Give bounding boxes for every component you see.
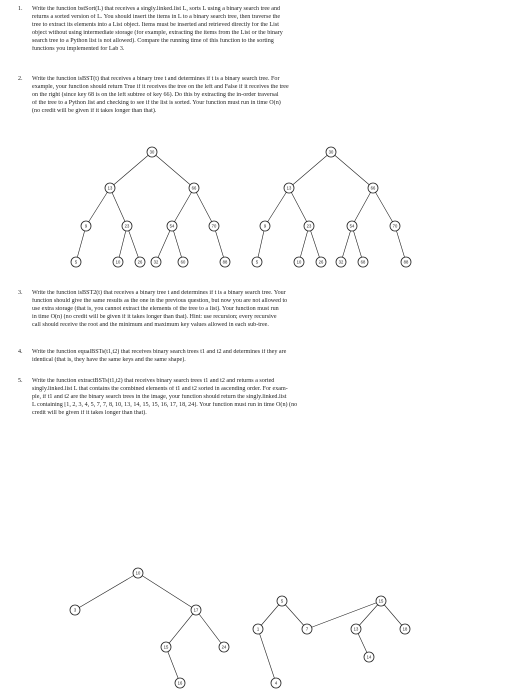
problem-text-line: call should receive the root and the minimum and maximum key values allowed in each sub-tree. <box>32 321 269 328</box>
tree-node <box>401 257 411 267</box>
node-key: 60 <box>180 259 186 265</box>
tree-node <box>219 642 229 652</box>
node-key: 9 <box>84 223 88 229</box>
node-key: 3 <box>73 607 77 613</box>
node-key: 26 <box>318 259 324 265</box>
node-key: 9 <box>263 223 267 229</box>
node-key: 70 <box>392 223 398 229</box>
tree-t2 <box>253 596 410 688</box>
tree-node <box>175 678 185 688</box>
tree-node <box>351 624 361 634</box>
tree-node <box>260 221 270 231</box>
node-key: 10 <box>296 259 302 265</box>
problem-text-line: Write the function bstSort(L) that receives a singly.linked.list L, sorts L using a binary search tree and <box>32 6 281 12</box>
problem-text-line: Write the function isBST(t) that receives a binary tree t and determines if t is a binary search tree. For <box>32 76 280 82</box>
tree-node <box>113 257 123 267</box>
node-key: 23 <box>124 223 130 229</box>
node-key: 26 <box>137 259 143 265</box>
node-key: 30 <box>328 149 334 155</box>
node-key: 15 <box>163 644 169 650</box>
problem-text-line: search tree to a Python list is not allowed). Compare the running time of this function to the sorting <box>32 37 274 44</box>
node-key: 10 <box>135 570 141 576</box>
node-key: 18 <box>402 626 408 632</box>
problem-number: 1. <box>18 6 23 12</box>
tree-node <box>390 221 400 231</box>
problem-text-line: (no credit will be given if it takes longer than that). <box>32 107 157 114</box>
tree-node <box>135 257 145 267</box>
tree-node <box>364 652 374 662</box>
node-key: 1 <box>256 626 260 632</box>
node-key: 15 <box>378 598 384 604</box>
problem-text-line: identical (that is, they have the same keys and the same shape). <box>32 356 186 363</box>
tree-node <box>294 257 304 267</box>
tree-node <box>133 568 143 578</box>
node-key: 5 <box>255 259 259 265</box>
tree-node <box>304 221 314 231</box>
tree-node <box>347 221 357 231</box>
tree-node <box>209 221 219 231</box>
problem-text-line: functions you implemented for Lab 3. <box>32 45 125 52</box>
node-key: 23 <box>306 223 312 229</box>
node-key: 4 <box>274 680 278 686</box>
problem-text-line: on the right (since key 68 is on the left subtree of key 66). Do this by extracting the in-order traversal <box>32 91 279 98</box>
node-key: 32 <box>338 259 344 265</box>
tree-node <box>151 257 161 267</box>
tree-node <box>284 183 294 193</box>
problem-text-line: L containing [1, 2, 3, 4, 5, 7, 7, 8, 10, 13, 14, 15, 15, 16, 17, 18, 24]. Your function must run in time O(n) (no <box>32 401 298 408</box>
node-key: 32 <box>153 259 159 265</box>
node-key: 88 <box>403 259 409 265</box>
tree-node <box>316 257 326 267</box>
node-key: 13 <box>107 185 113 191</box>
tree-node <box>277 596 287 606</box>
tree-right-not-bst <box>252 147 411 267</box>
tree-node <box>122 221 132 231</box>
tree-node <box>178 257 188 267</box>
node-key: 17 <box>193 607 199 613</box>
problem-text-line: function should give the same results as the one in the previous question, but now you are not allowed to <box>32 297 288 304</box>
node-key: 66 <box>191 185 197 191</box>
tree-node <box>147 147 157 157</box>
tree-node <box>400 624 410 634</box>
problem-text-line: in time O(n) (no credit will be given if it takes longer than that). Hint: use recursion; every recursive <box>32 313 277 320</box>
node-key: 13 <box>286 185 292 191</box>
tree-left-bst <box>71 147 230 267</box>
node-key: 13 <box>353 626 359 632</box>
node-key: 30 <box>149 149 155 155</box>
problem-text-line: use extra storage (that is, you cannot extract the elements of the tree to a list). Your function must run <box>32 305 279 312</box>
problem-text-line: credit will be given if it takes longer than that). <box>32 409 147 416</box>
tree-t1 <box>70 568 229 688</box>
node-key: 54 <box>349 223 355 229</box>
problem-text-line: Write the function extractBSTs(t1,t2) that receives binary search trees t1 and t2 and returns a sorted <box>32 378 275 384</box>
node-key: 10 <box>115 259 121 265</box>
node-key: 88 <box>222 259 228 265</box>
node-key: 5 <box>280 598 284 604</box>
tree-node <box>368 183 378 193</box>
node-key: 66 <box>370 185 376 191</box>
tree-node <box>302 624 312 634</box>
tree-node <box>191 605 201 615</box>
problem-number: 5. <box>18 378 23 384</box>
tree-node <box>326 147 336 157</box>
problem-text-line: singly.linked.list L that contains the combined elements of t1 and t2 sorted in ascending order. For exam- <box>32 385 288 392</box>
tree-node <box>358 257 368 267</box>
problem-text-line: object without using intermediate storage (for example, extracting the items from the List or the binary <box>32 29 283 36</box>
problem-text-line: ple, if t1 and t2 are the binary search trees in the image, your function should return the singly.linked.list <box>32 393 287 400</box>
problem-text-line: returns a sorted version of L. You should insert the items in L to a binary search tree, then traverse the <box>32 13 281 20</box>
tree-node <box>189 183 199 193</box>
tree-node <box>70 605 80 615</box>
tree-node <box>271 678 281 688</box>
problem-text-line: Write the function equalBSTs(t1,t2) that receives binary search trees t1 and t2 and determines if they are <box>32 349 287 355</box>
problem-text-line: example, your function should return True if it receives the tree on the left and False if it receives the tree <box>32 83 289 90</box>
tree-node <box>253 624 263 634</box>
tree-node <box>336 257 346 267</box>
node-key: 68 <box>360 259 366 265</box>
tree-node <box>105 183 115 193</box>
node-key: 5 <box>74 259 78 265</box>
problem-number: 3. <box>18 290 23 296</box>
tree-node <box>161 642 171 652</box>
node-key: 7 <box>305 626 309 632</box>
problem-text-line: of the tree to a Python list and checking to see if the list is sorted. Your function must run in time O(n) <box>32 99 281 106</box>
node-key: 24 <box>221 644 227 650</box>
tree-node <box>376 596 386 606</box>
tree-node <box>167 221 177 231</box>
node-key: 16 <box>177 680 183 686</box>
tree-node <box>220 257 230 267</box>
problem-number: 4. <box>18 349 23 355</box>
tree-node <box>81 221 91 231</box>
problem-number: 2. <box>18 76 23 82</box>
node-key: 54 <box>169 223 175 229</box>
node-key: 70 <box>211 223 217 229</box>
problem-text-line: Write the function isBST2(t) that receives a binary tree t and determines if t is a binary search tree. Your <box>32 290 286 296</box>
tree-node <box>71 257 81 267</box>
node-key: 14 <box>366 654 372 660</box>
tree-node <box>252 257 262 267</box>
problem-text-line: tree to extract its elements into a List object. Items must be inserted and retrieved directly for the List <box>32 21 279 28</box>
